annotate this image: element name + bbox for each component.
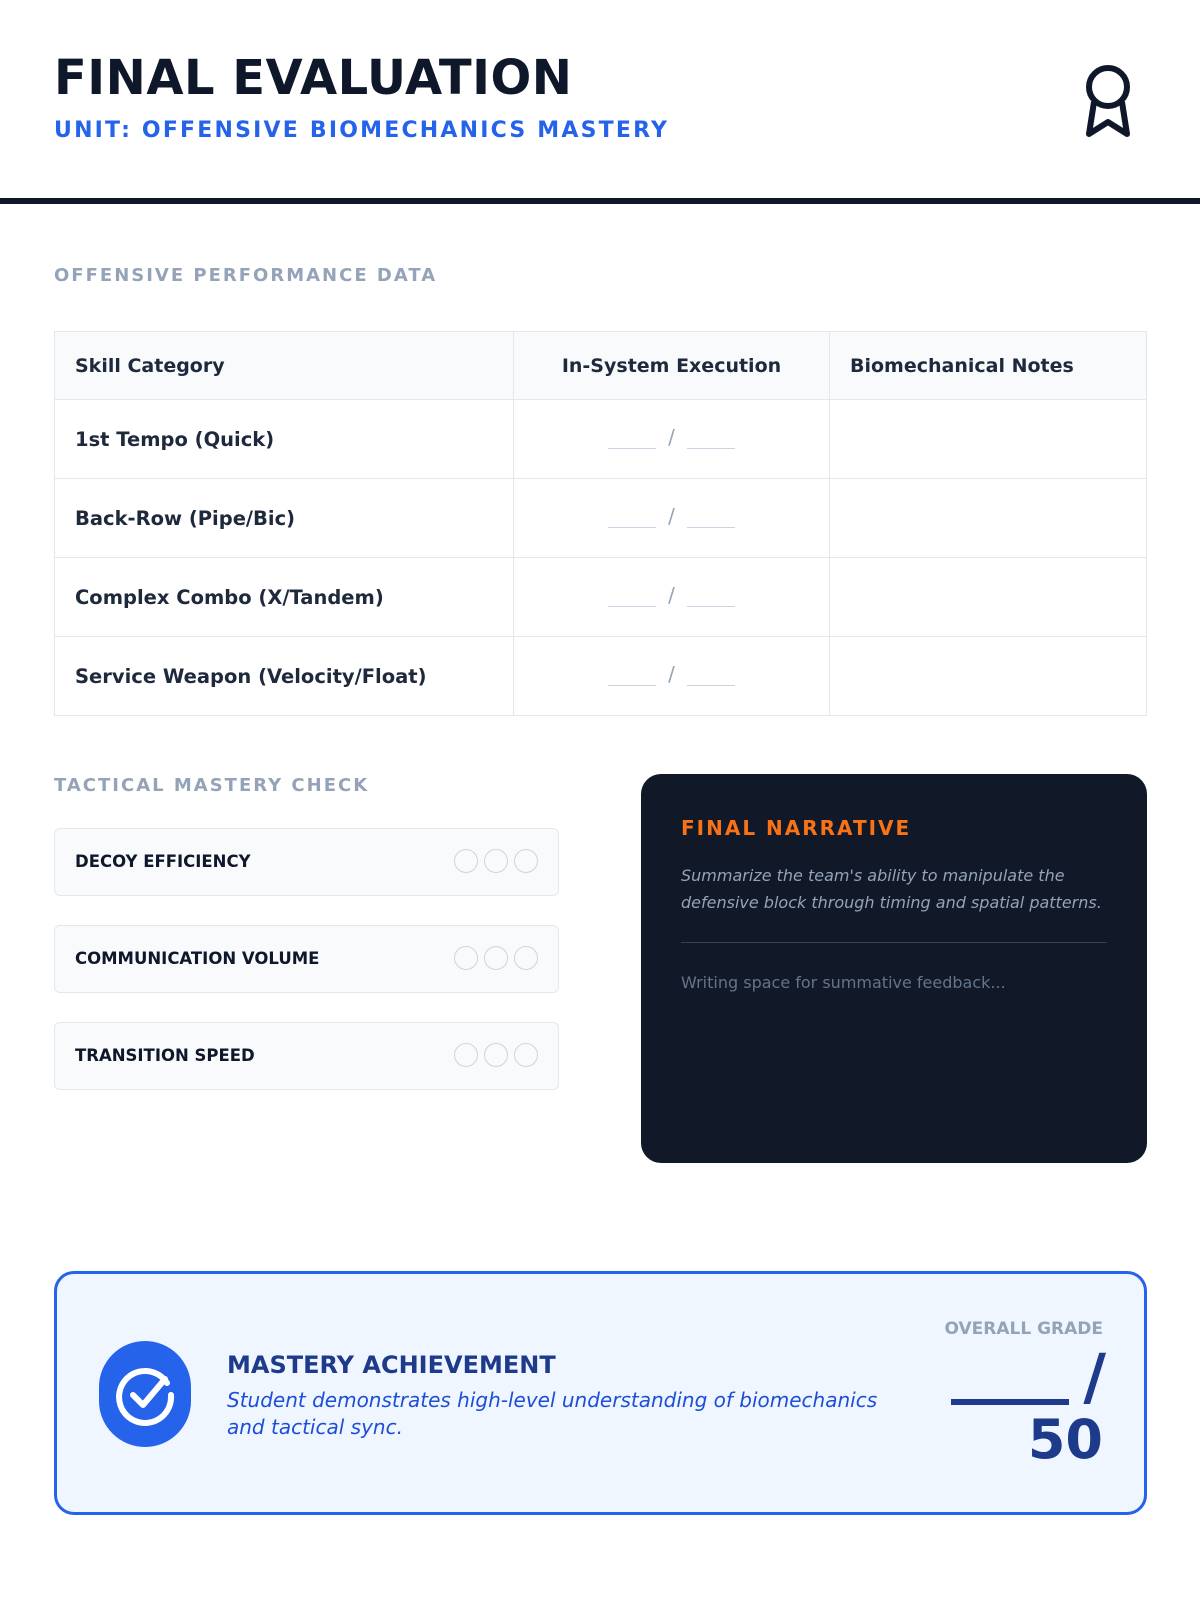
mastery-description: Student demonstrates high-level understanding of biomechanics and tactical sync. [227,1388,878,1439]
made-blank[interactable] [608,509,656,528]
fraction-separator: / [668,661,675,686]
tactical-section-label: TACTICAL MASTERY CHECK [54,775,370,796]
attempted-blank[interactable] [687,509,735,528]
skill-cell: 1st Tempo (Quick) [55,400,514,479]
tactical-check-label: COMMUNICATION VOLUME [75,949,320,968]
tactical-check-label: TRANSITION SPEED [75,1046,255,1065]
tactical-check-item [54,828,559,896]
attempted-blank[interactable] [687,588,735,607]
made-blank[interactable] [608,430,656,449]
table-header-row [55,332,1147,400]
made-blank[interactable] [608,667,656,686]
tactical-check-label: DECOY EFFICIENCY [75,852,251,871]
made-blank[interactable] [608,588,656,607]
tactical-check-item [54,925,559,993]
rating-circle[interactable] [454,1043,478,1067]
rating-circle[interactable] [484,1043,508,1067]
notes-cell[interactable] [830,400,1147,479]
rating-dots [454,849,538,873]
rating-circle[interactable] [454,946,478,970]
fraction-separator: / [668,582,675,607]
skill-cell: Back-Row (Pipe/Bic) [55,479,514,558]
mastery-title: MASTERY ACHIEVEMENT [227,1351,556,1379]
execution-cell [514,637,830,716]
notes-cell[interactable] [830,637,1147,716]
mastery-badge [99,1341,191,1447]
performance-section-label: OFFENSIVE PERFORMANCE DATA [54,265,438,286]
final-narrative-card [641,774,1147,1163]
rating-circle[interactable] [454,849,478,873]
column-header-skill: Skill Category [55,332,514,400]
grade-separator: / [1083,1340,1106,1413]
attempted-blank[interactable] [687,430,735,449]
rating-circle[interactable] [484,946,508,970]
execution-cell [514,558,830,637]
column-header-notes: Biomechanical Notes [830,332,1147,400]
fraction-separator: / [668,424,675,449]
rating-dots [454,1043,538,1067]
table-row [55,400,1147,479]
performance-table [54,331,1147,716]
tactical-check-item [54,1022,559,1090]
narrative-writing-area[interactable]: Writing space for summative feedback... [681,973,1006,992]
narrative-title: FINAL NARRATIVE [681,816,912,840]
execution-cell [514,400,830,479]
rating-circle[interactable] [514,1043,538,1067]
grade-score-blank[interactable] [951,1399,1069,1405]
notes-cell[interactable] [830,479,1147,558]
rating-circle[interactable] [484,849,508,873]
award-ribbon-icon [1080,62,1136,142]
check-circle-icon [113,1363,177,1427]
table-row [55,558,1147,637]
narrative-divider [681,942,1107,943]
execution-cell [514,479,830,558]
attempted-blank[interactable] [687,667,735,686]
overall-grade-label: OVERALL GRADE [944,1319,1103,1339]
rating-circle[interactable] [514,849,538,873]
page-title: FINAL EVALUATION [54,50,573,106]
table-row [55,637,1147,716]
page-header [0,0,1200,204]
skill-cell: Complex Combo (X/Tandem) [55,558,514,637]
column-header-execution: In-System Execution [514,332,830,400]
grade-max-score: 50 [1027,1408,1103,1471]
rating-circle[interactable] [514,946,538,970]
unit-subtitle: UNIT: OFFENSIVE BIOMECHANICS MASTERY [54,118,670,143]
skill-cell: Service Weapon (Velocity/Float) [55,637,514,716]
table-row [55,479,1147,558]
rating-dots [454,946,538,970]
fraction-separator: / [668,503,675,528]
narrative-prompt: Summarize the team's ability to manipulate the defensive block through timing and spatial patterns. [681,866,1102,912]
notes-cell[interactable] [830,558,1147,637]
mastery-achievement-card [54,1271,1147,1515]
